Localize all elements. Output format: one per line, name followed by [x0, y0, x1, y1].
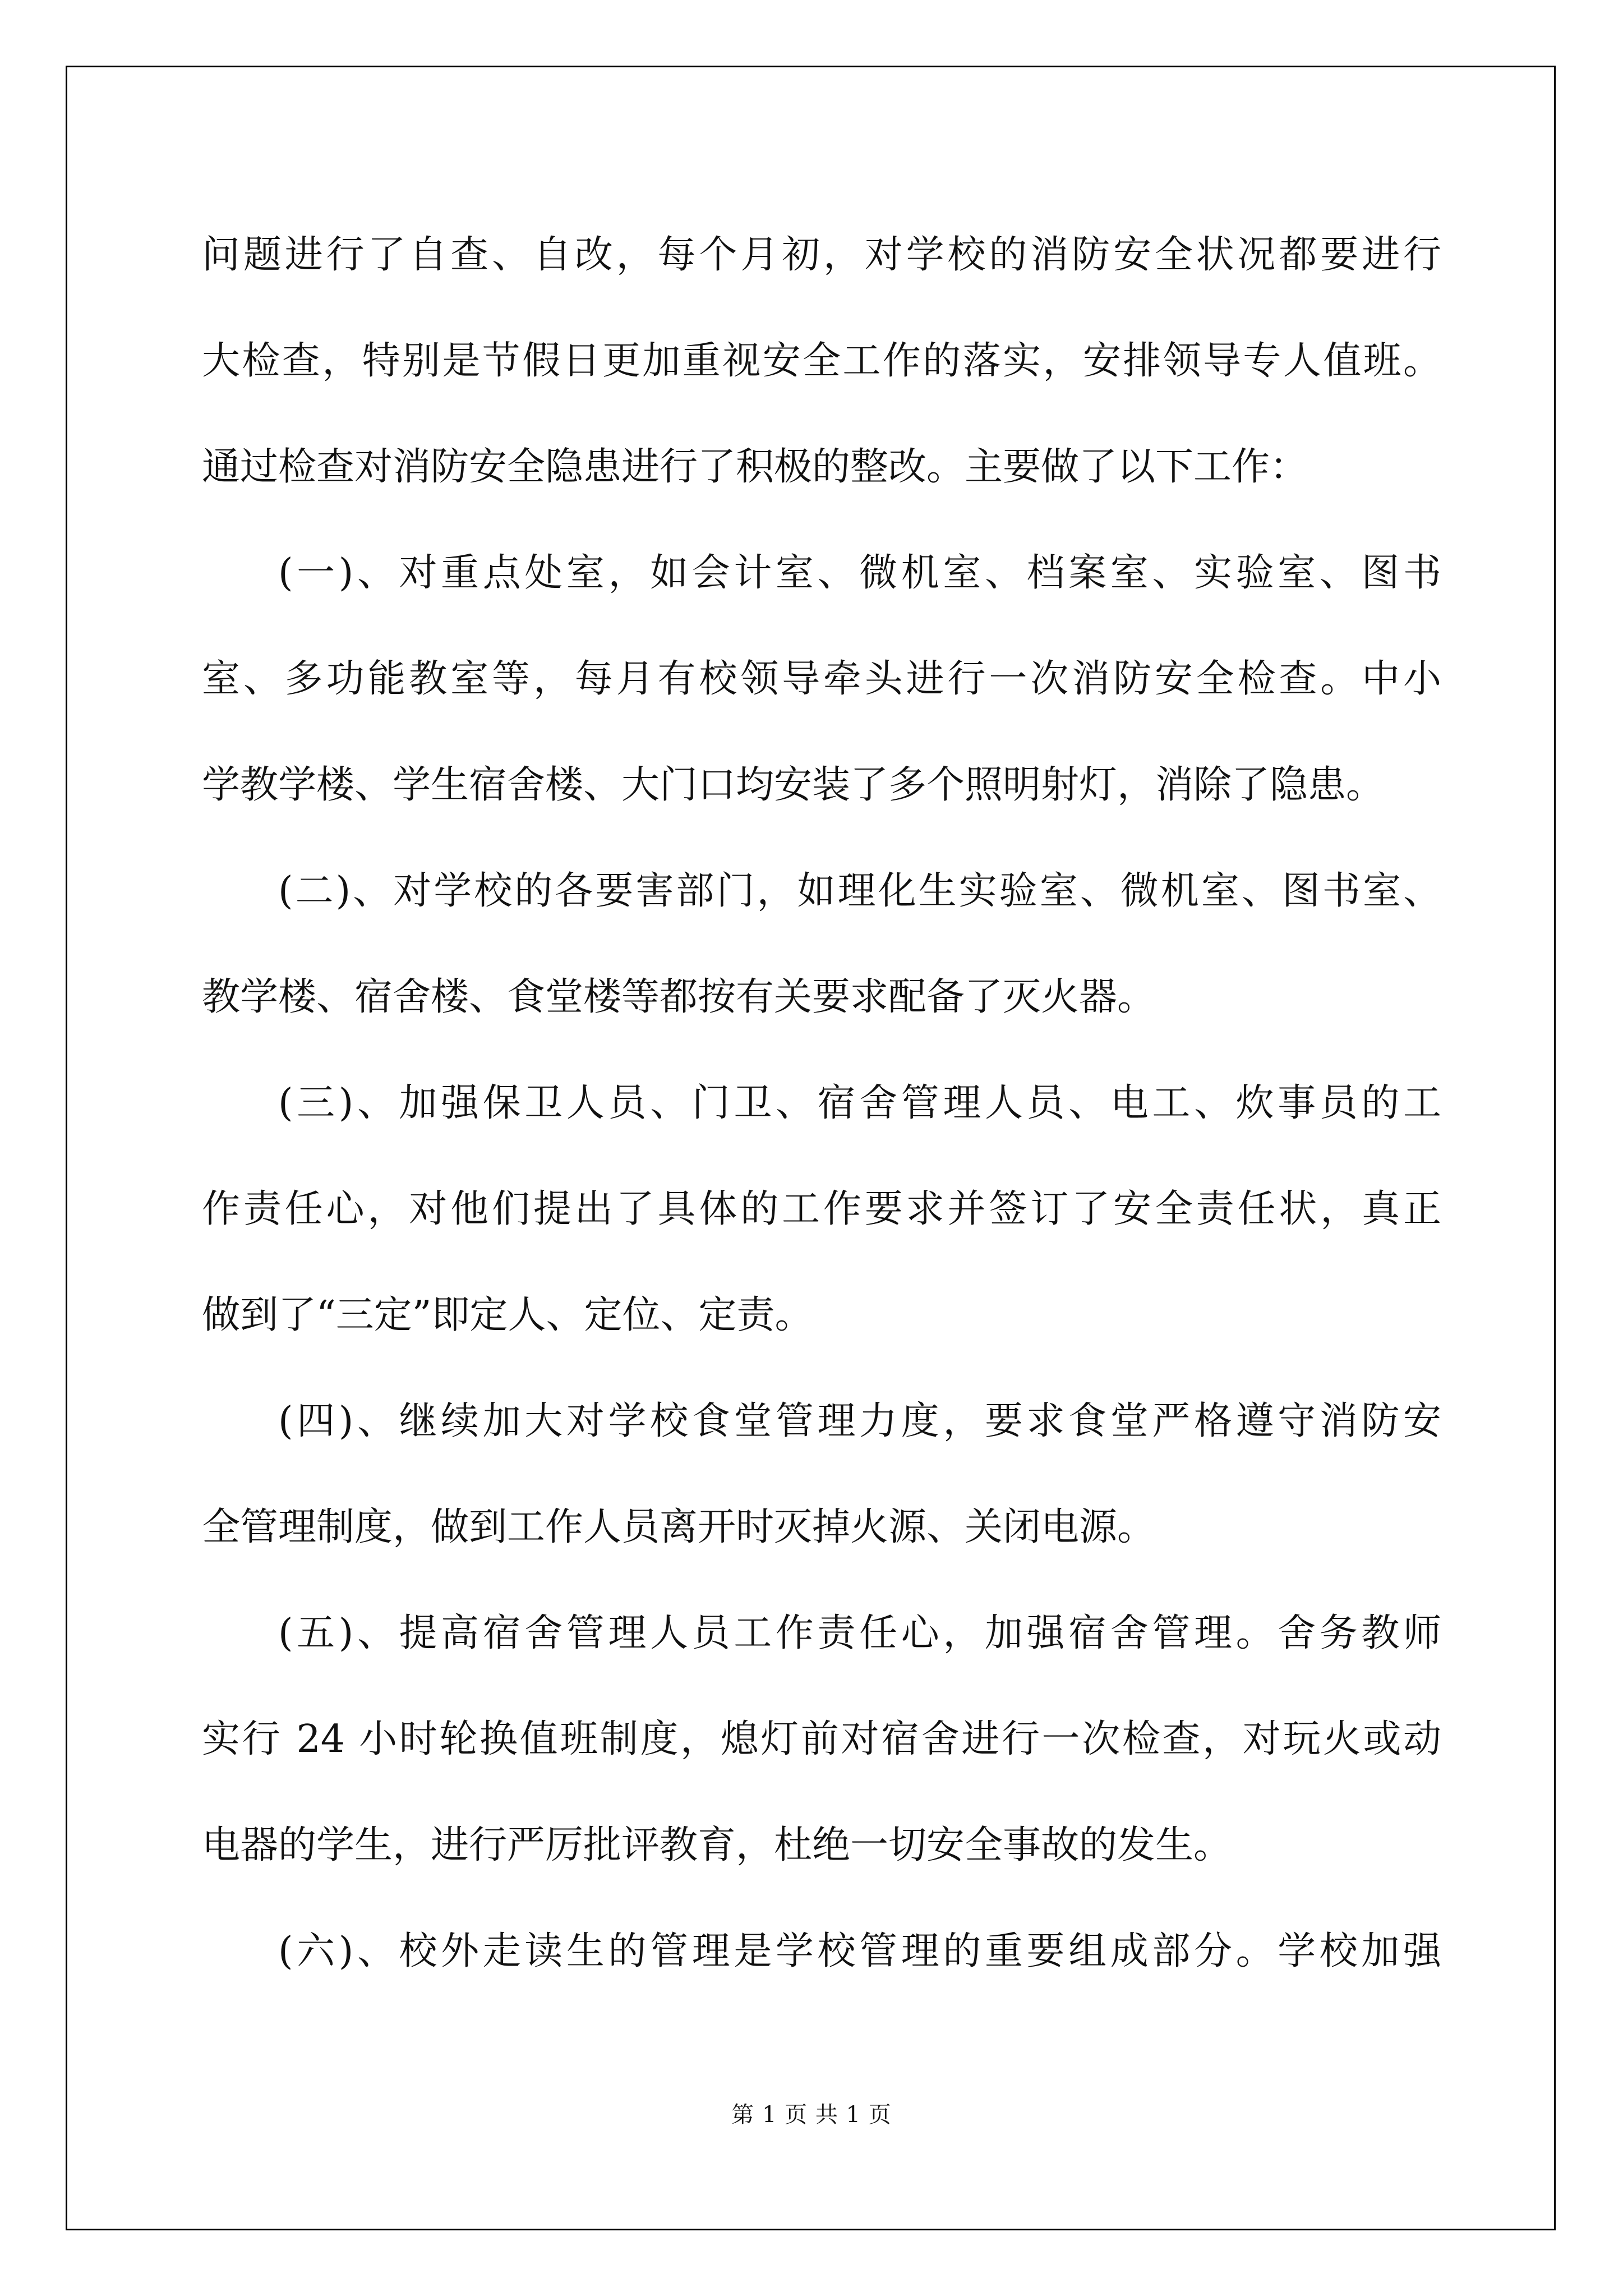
text-line: 室、多功能教室等，每月有校领导牵头进行一次消防安全检查。中小	[202, 657, 1441, 701]
text-line: (四)、继续加大对学校食堂管理力度，要求食堂严格遵守消防安	[278, 1399, 1441, 1443]
text-line: (六)、校外走读生的管理是学校管理的重要组成部分。学校加强	[278, 1929, 1441, 1973]
text-line: 问题进行了自查、自改，每个月初，对学校的消防安全状况都要进行	[202, 233, 1441, 277]
text-line: 作责任心，对他们提出了具体的工作要求并签订了安全责任状，真正	[202, 1187, 1441, 1231]
document-body	[202, 202, 1441, 2004]
text-line: 全管理制度，做到工作人员离开时灭掉火源、关闭电源。	[202, 1505, 1156, 1549]
page-number: 第 1 页 共 1 页	[731, 2102, 892, 2128]
text-line: (五)、提高宿舍管理人员工作责任心，加强宿舍管理。舍务教师	[278, 1611, 1441, 1655]
text-line: 通过检查对消防安全隐患进行了积极的整改。主要做了以下工作：	[202, 445, 1308, 489]
text-line: 教学楼、宿舍楼、食堂楼等都按有关要求配备了灭火器。	[202, 975, 1156, 1019]
text-line: 实行 24 小时轮换值班制度，熄灯前对宿舍进行一次检查，对玩火或动	[202, 1717, 1441, 1761]
text-line: (三)、加强保卫人员、门卫、宿舍管理人员、电工、炊事员的工	[278, 1081, 1441, 1125]
text-line: 学教学楼、学生宿舍楼、大门口均安装了多个照明射灯，消除了隐患。	[202, 763, 1385, 807]
text-line: 电器的学生，进行严厉批评教育，杜绝一切安全事故的发生。	[202, 1823, 1232, 1867]
text-line: (一)、对重点处室，如会计室、微机室、档案室、实验室、图书	[278, 551, 1441, 595]
page-footer	[0, 2097, 1623, 2129]
text-line: 大检查，特别是节假日更加重视安全工作的落实，安排领导专人值班。	[202, 339, 1441, 383]
text-line: (二)、对学校的各要害部门，如理化生实验室、微机室、图书室、	[278, 869, 1441, 913]
text-line: 做到了“三定”即定人、定位、定责。	[202, 1293, 813, 1337]
